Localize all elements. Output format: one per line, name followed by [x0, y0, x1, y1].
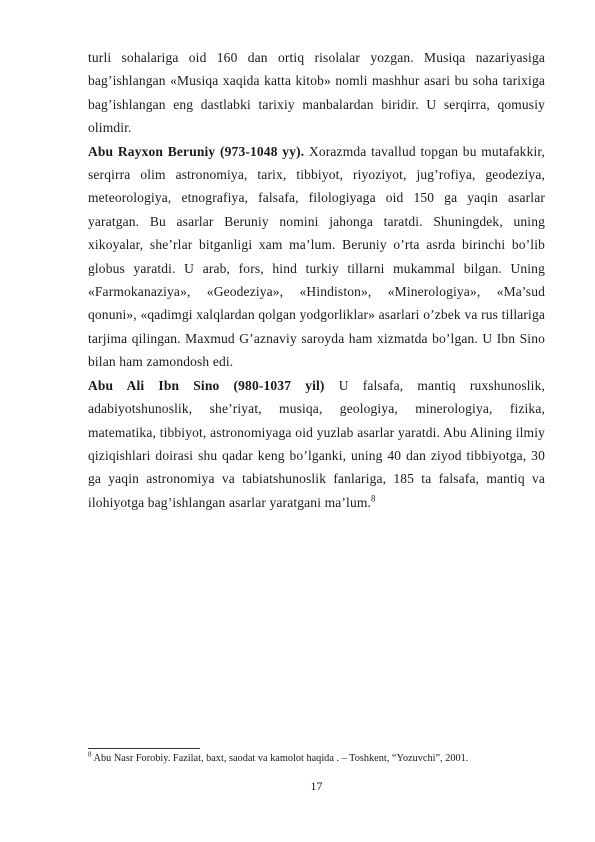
footnote-number: 8	[88, 750, 92, 759]
page-number: 17	[310, 779, 323, 793]
paragraph-heading: Abu Rayxon Beruniy (973-1048 yy).	[88, 143, 305, 159]
paragraph-forobiy-continuation	[88, 46, 545, 140]
footnote-reference[interactable]: 8	[371, 493, 376, 504]
paragraph-beruniy	[88, 140, 545, 374]
footnote-divider	[88, 748, 200, 749]
paragraph-heading: Abu Ali Ibn Sino (980-1037 yil)	[88, 377, 325, 393]
paragraph-ibn-sino	[88, 374, 545, 514]
paragraph-text: turli sohalariga oid 160 dan ortiq risolalar yozgan. Musiqa nazariyasiga bag’ishlangan «Musiqa xaqida katta kitob» nomli mashhur asari bu soha tarixiga bag’ishlangan eng dastlabki tarixiy manbalardan biridir. U serqirra, qomusiy olimdir.	[88, 50, 545, 136]
footnote	[88, 752, 548, 766]
page-body	[88, 46, 545, 514]
paragraph-text: U falsafa, mantiq ruxshunoslik, adabiyotshunoslik, she’riyat, musiqa, geologiya, minerologiya, fizika, matematika, tibbiyot, astronomiyaga oid yuzlab asarlar yaratdi. Abu Alining ilmiy qiziqishlari doirasi shu qadar keng bo’lganki, uning 40 dan ziyod tibbiyotga, 30 ga yaqin astronomiya va tabiatshunoslik fanlariga, 185 ta falsafa, mantiq va ilohiyotga bag’ishlangan asarlar yaratgani ma’lum.	[88, 377, 545, 510]
footnote-text: Abu Nasr Forobiy. Fazilat, baxt, saodat va kamolot haqida . – Toshkent, “Yozuvchi”, 2001.	[91, 753, 469, 764]
paragraph-text: Xorazmda tavallud topgan bu mutafakkir, serqirra olim astronomiya, tarix, tibbiyot, riyoziyot, jug’rofiya, geodeziya, meteorologiya, etnografiya, falsafa, filologiyaga oid 150 ga yaqin asarlar yaratgan. Bu asarlar Beruniy nomini jahonga taratdi. Shuningdek, uning xikoyalar, she’rlar bitganligi xam ma’lum. Beruniy o’rta asrda birinchi bo’lib globus yaratdi. U arab, fors, hind turkiy tillarni mukammal bilgan. Uning «Farmokanaziya», «Geodeziya», «Hindiston», «Minerologiya», «Ma’sud qonuni», «qadimgi xalqlardan qolgan yodgorliklar» asarlari o’zbek va rus tillariga tarjima qilingan. Maxmud G’aznaviy saroyda ham xizmatda bo’lgan. U Ibn Sino bilan ham zamondosh edi.	[88, 143, 545, 370]
